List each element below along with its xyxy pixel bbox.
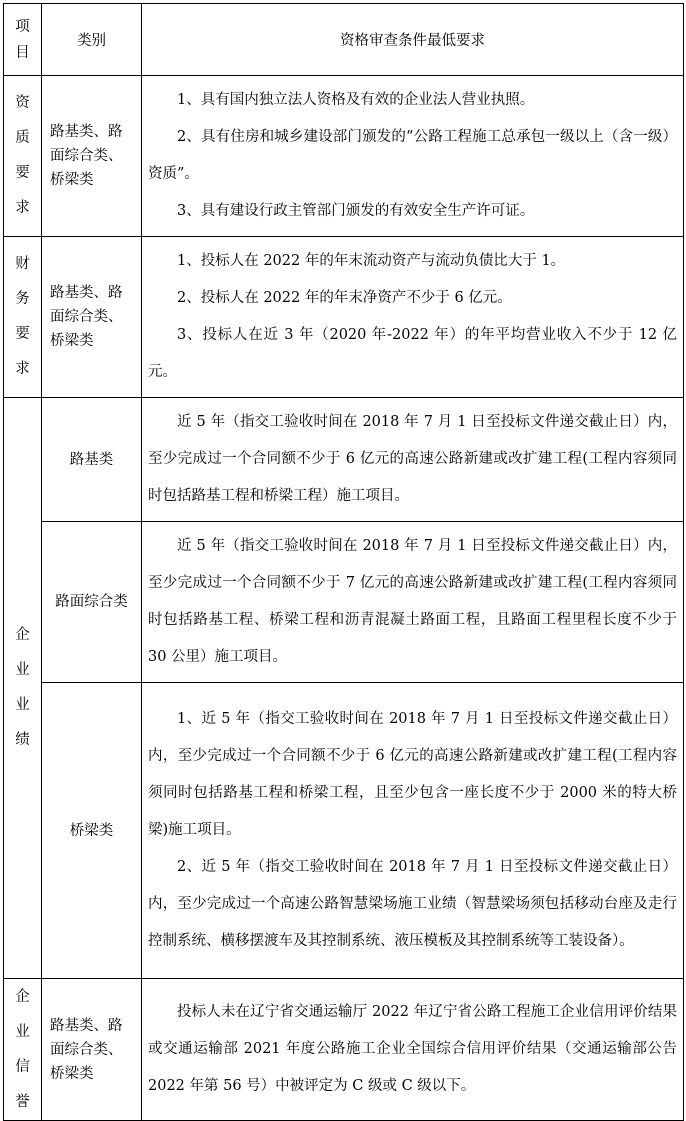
performance-subgrade-text: 近 5 年（指交工验收时间在 2018 年 7 月 1 日至投标文件递交截止日）内，至少完成过一个合同额不少于 6 亿元的高速公路新建或改扩建工程(工程内容须同时包括路基工程和桥梁工程）施工项目。 bbox=[148, 414, 677, 504]
credit-category: 路基类、路面综合类、桥梁类 bbox=[42, 979, 142, 1121]
credit-requirement bbox=[142, 979, 684, 1121]
performance-item-cell: 企业业绩 bbox=[4, 398, 42, 979]
performance-subgrade-row bbox=[4, 398, 684, 522]
finance-row bbox=[4, 237, 684, 398]
finance-line-3: 3、投标人在近 3 年（2020 年-2022 年）的年平均营业收入不少于 12 亿元。 bbox=[148, 327, 677, 380]
credit-item-cell: 企业信誉 bbox=[4, 979, 42, 1121]
performance-pavement-requirement bbox=[142, 522, 684, 683]
performance-subgrade-category: 路基类 bbox=[42, 398, 142, 522]
finance-line-1: 1、投标人在 2022 年的年末流动资产与流动负债比大于 1。 bbox=[177, 253, 566, 269]
qualification-requirements bbox=[142, 76, 684, 237]
credit-row bbox=[4, 979, 684, 1121]
credit-text: 投标人未在辽宁省交通运输厅 2022 年辽宁省公路工程施工企业信用评价结果或交通运输部 2021 年度公路施工企业全国综合信用评价结果（交通运输部公告 2022 年第 56 号）中被评定为 C 级或 C 级以下。 bbox=[148, 1004, 677, 1094]
qualification-category: 路基类、路面综合类、桥梁类 bbox=[42, 76, 142, 237]
qualification-line-1: 1、具有国内独立法人资格及有效的企业法人营业执照。 bbox=[177, 92, 535, 108]
performance-bridge-category: 桥梁类 bbox=[42, 683, 142, 979]
header-row bbox=[4, 4, 684, 76]
performance-bridge-line-2: 2、近 5 年（指交工验收时间在 2018 年 7 月 1 日至投标文件递交截止日）内，至少完成过一个高速公路智慧梁场施工业绩（智慧梁场须包括移动台座及走行控制系统、横移摆渡车及其控制系统、液压模板及其控制系统等工装设备）。 bbox=[148, 859, 677, 949]
performance-bridge-row bbox=[4, 683, 684, 979]
qualification-row bbox=[4, 76, 684, 237]
performance-pavement-text: 近 5 年（指交工验收时间在 2018 年 7 月 1 日至投标文件递交截止日）内，至少完成过一个合同额不少于 7 亿元的高速公路新建或改扩建工程(工程内容须同时包括路基工程、桥梁工程和沥青混凝土路面工程，且路面工程里程长度不少于 30 公里）施工项目。 bbox=[148, 538, 677, 665]
finance-category: 路基类、路面综合类、桥梁类 bbox=[42, 237, 142, 398]
performance-pavement-category: 路面综合类 bbox=[42, 522, 142, 683]
header-item: 项目 bbox=[4, 4, 42, 76]
performance-subgrade-requirement bbox=[142, 398, 684, 522]
performance-pavement-row bbox=[4, 522, 684, 683]
header-requirement: 资格审查条件最低要求 bbox=[142, 4, 684, 76]
finance-requirements bbox=[142, 237, 684, 398]
header-category: 类别 bbox=[42, 4, 142, 76]
performance-bridge-requirement bbox=[142, 683, 684, 979]
finance-item-cell: 财务要求 bbox=[4, 237, 42, 398]
qualification-requirements-table bbox=[3, 3, 684, 1121]
finance-line-2: 2、投标人在 2022 年的年末净资产不少于 6 亿元。 bbox=[177, 290, 512, 306]
qualification-line-2: 2、具有住房和城乡建设部门颁发的“公路工程施工总承包一级以上（含一级）资质”。 bbox=[148, 129, 677, 182]
qualification-line-3: 3、具有建设行政主管部门颁发的有效安全生产许可证。 bbox=[177, 203, 535, 219]
qualification-item-cell: 资质要求 bbox=[4, 76, 42, 237]
performance-bridge-line-1: 1、近 5 年（指交工验收时间在 2018 年 7 月 1 日至投标文件递交截止日）内，至少完成过一个合同额不少于 6 亿元的高速公路新建或改扩建工程(工程内容须同时包括路基工程和桥梁工程，且至少包含一座长度不少于 2000 米的特大桥梁)施工项目。 bbox=[148, 711, 677, 838]
